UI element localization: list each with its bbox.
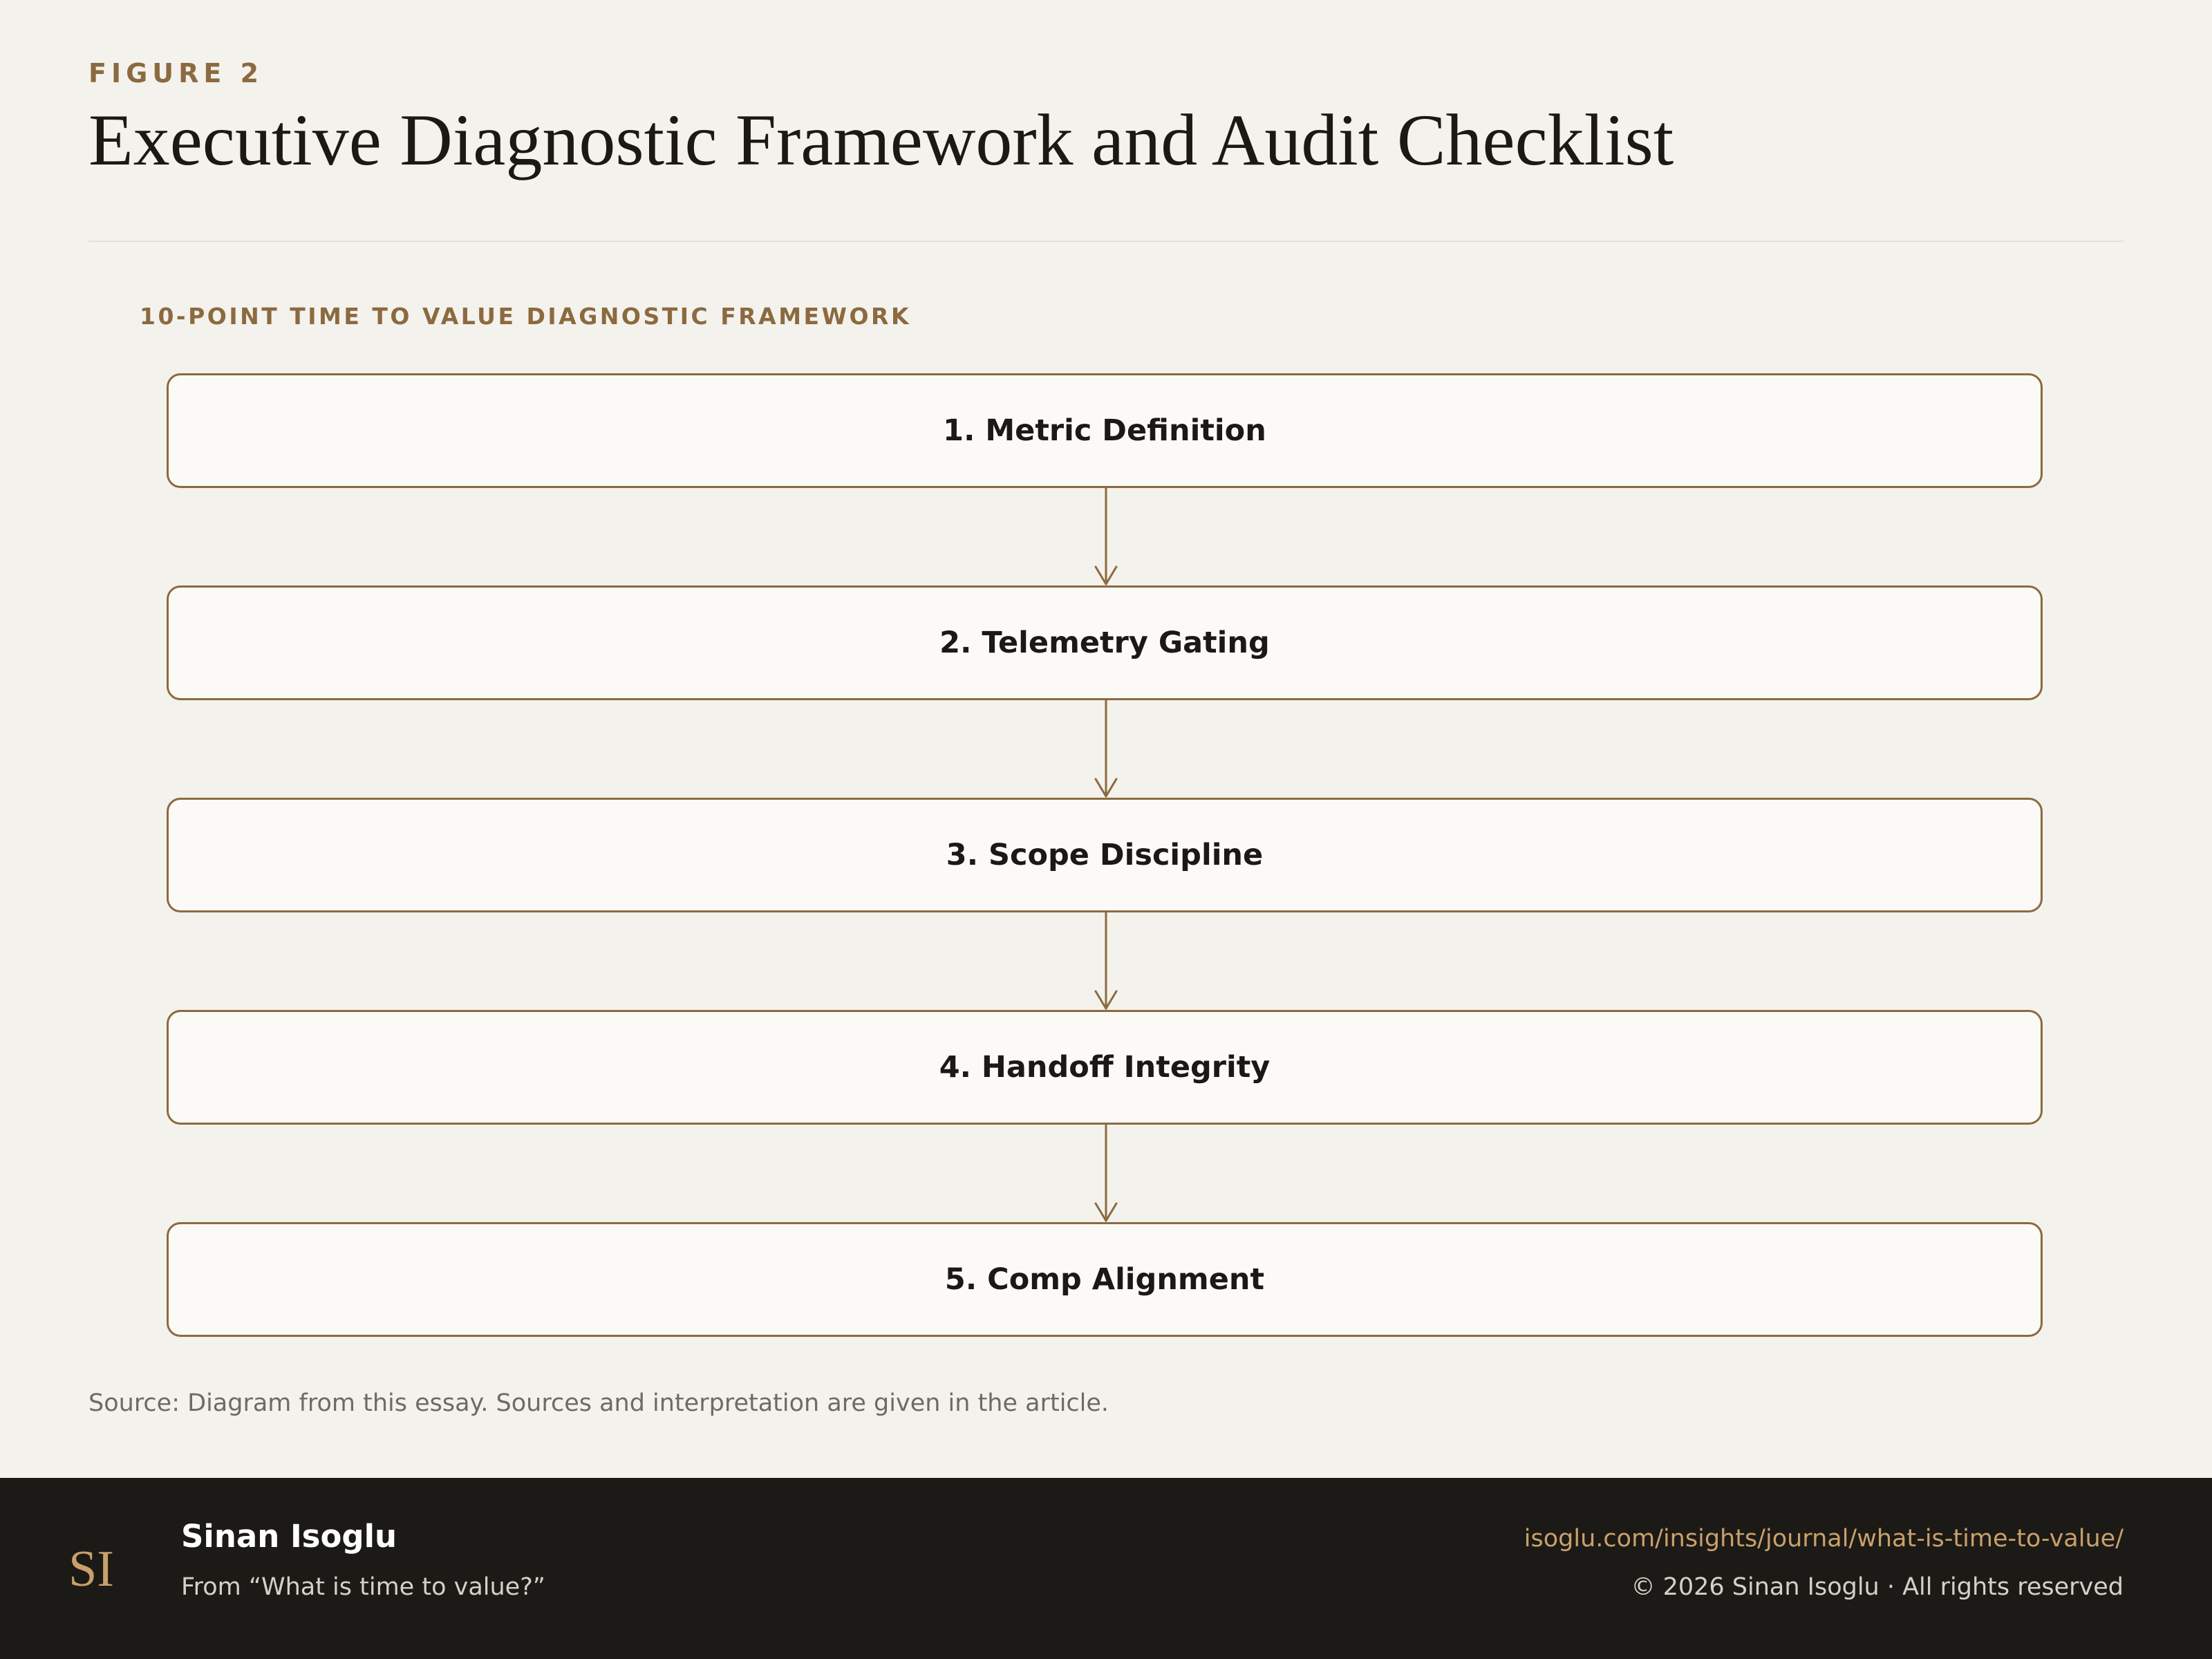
- step-label: 3. Scope Discipline: [946, 838, 1264, 872]
- step-box-3: [167, 798, 2043, 912]
- footer-article-link[interactable]: isoglu.com/insights/journal/what-is-time-to-value/: [1524, 1525, 2124, 1553]
- monogram-logo: [64, 1539, 122, 1598]
- connector-arrowhead-3: [1096, 991, 1116, 1009]
- monogram-logo-text: SI: [68, 1541, 114, 1597]
- step-box-5: [167, 1222, 2043, 1337]
- page-title: Executive Diagnostic Framework and Audit Checklist: [88, 100, 1674, 180]
- step-box-2: [167, 585, 2043, 700]
- connector-arrowhead-1: [1096, 567, 1116, 584]
- connector-arrowhead-2: [1096, 779, 1116, 796]
- title-divider: [88, 241, 2124, 242]
- source-note: Source: Diagram from this essay. Sources and interpretation are given in the article.: [88, 1389, 1109, 1417]
- connector-arrowhead-4: [1096, 1203, 1116, 1221]
- step-label: 4. Handoff Integrity: [939, 1050, 1271, 1085]
- step-label: 5. Comp Alignment: [944, 1262, 1265, 1297]
- figure-label: FIGURE 2: [88, 58, 264, 88]
- footer-source-article: From “What is time to value?”: [181, 1573, 545, 1601]
- step-box-1: [167, 373, 2043, 488]
- diagram-section-label: 10-POINT TIME TO VALUE DIAGNOSTIC FRAMEWORK: [140, 303, 912, 330]
- step-box-4: [167, 1010, 2043, 1125]
- footer: [0, 1478, 2212, 1659]
- footer-author: Sinan Isoglu: [181, 1518, 397, 1555]
- step-label: 1. Metric Definition: [943, 413, 1266, 448]
- step-label: 2. Telemetry Gating: [939, 626, 1270, 660]
- footer-copyright: © 2026 Sinan Isoglu · All rights reserved: [1631, 1573, 2124, 1601]
